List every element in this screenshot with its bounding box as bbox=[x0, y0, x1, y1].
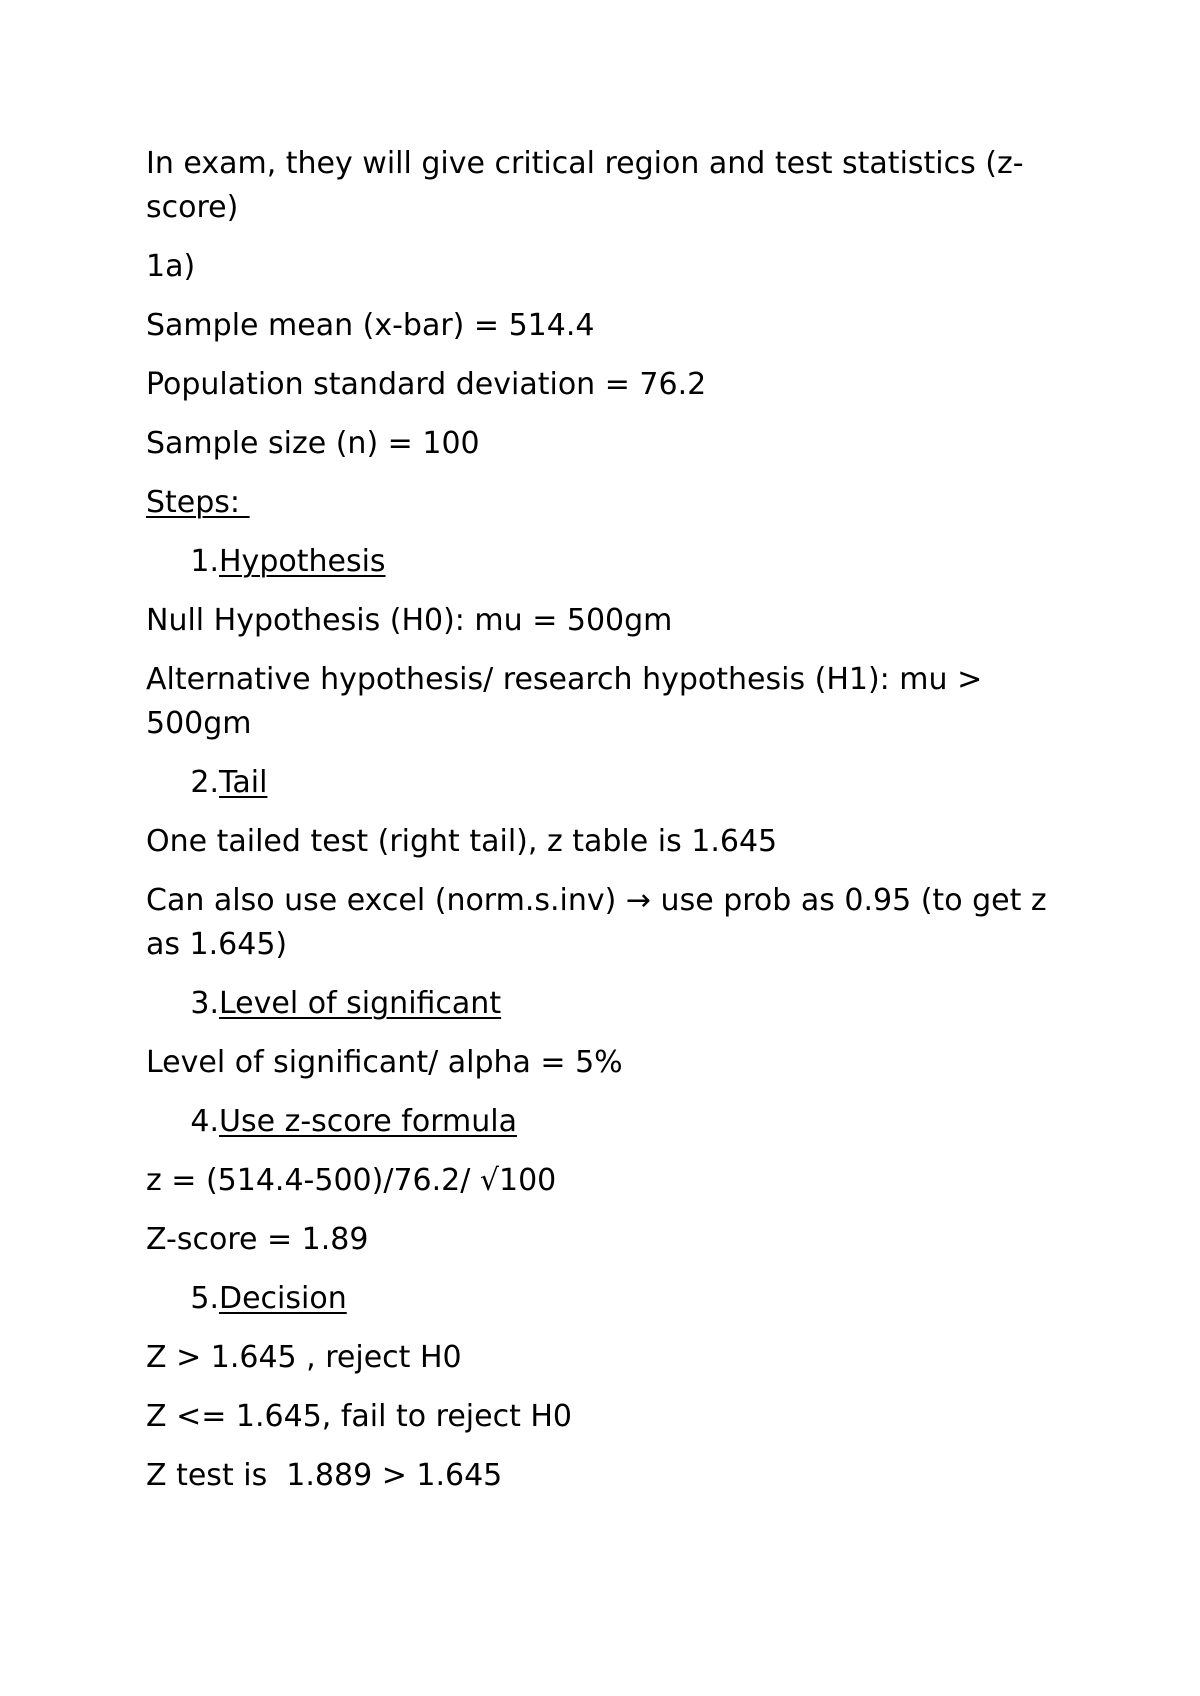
step-3-line-1: Level of significant/ alpha = 5% bbox=[146, 1045, 623, 1080]
step-5-item bbox=[146, 1277, 1066, 1321]
step-3-item bbox=[146, 982, 1066, 1026]
sample-mean-text: Sample mean (x-bar) = 514.4 bbox=[146, 308, 595, 343]
document-page bbox=[146, 142, 1066, 1513]
step-5-title: Decision bbox=[219, 1281, 347, 1316]
question-label: 1a) bbox=[146, 249, 196, 284]
step-2-number: 2. bbox=[190, 765, 219, 800]
step-4-line-1: z = (514.4-500)/76.2/ √100 bbox=[146, 1163, 557, 1198]
steps-heading: Steps: bbox=[146, 485, 250, 520]
step-1-line-2: Alternative hypothesis/ research hypothesis (H1): mu > 500gm bbox=[146, 662, 992, 741]
step-5-line-3: Z test is 1.889 > 1.645 bbox=[146, 1458, 503, 1493]
step-4-number: 4. bbox=[190, 1104, 219, 1139]
step-2-item bbox=[146, 761, 1066, 805]
step-2-line-2: Can also use excel (norm.s.inv) → use prob as 0.95 (to get z as 1.645) bbox=[146, 883, 1057, 962]
step-5-number: 5. bbox=[190, 1281, 219, 1316]
step-5-line-2: Z <= 1.645, fail to reject H0 bbox=[146, 1399, 573, 1434]
step-1-item bbox=[146, 540, 1066, 584]
step-1-line-1: Null Hypothesis (H0): mu = 500gm bbox=[146, 603, 673, 638]
step-4-item bbox=[146, 1100, 1066, 1144]
step-2-title: Tail bbox=[219, 765, 268, 800]
step-4-title: Use z-score formula bbox=[219, 1104, 517, 1139]
step-1-number: 1. bbox=[190, 544, 219, 579]
intro-text: In exam, they will give critical region and test statistics (z-score) bbox=[146, 146, 1024, 225]
sample-size-text: Sample size (n) = 100 bbox=[146, 426, 480, 461]
step-3-title: Level of significant bbox=[219, 986, 502, 1021]
step-2-line-1: One tailed test (right tail), z table is 1.645 bbox=[146, 824, 778, 859]
step-3-number: 3. bbox=[190, 986, 219, 1021]
population-sd-text: Population standard deviation = 76.2 bbox=[146, 367, 707, 402]
step-5-line-1: Z > 1.645 , reject H0 bbox=[146, 1340, 462, 1375]
step-1-title: Hypothesis bbox=[219, 544, 386, 579]
step-4-line-2: Z-score = 1.89 bbox=[146, 1222, 369, 1257]
